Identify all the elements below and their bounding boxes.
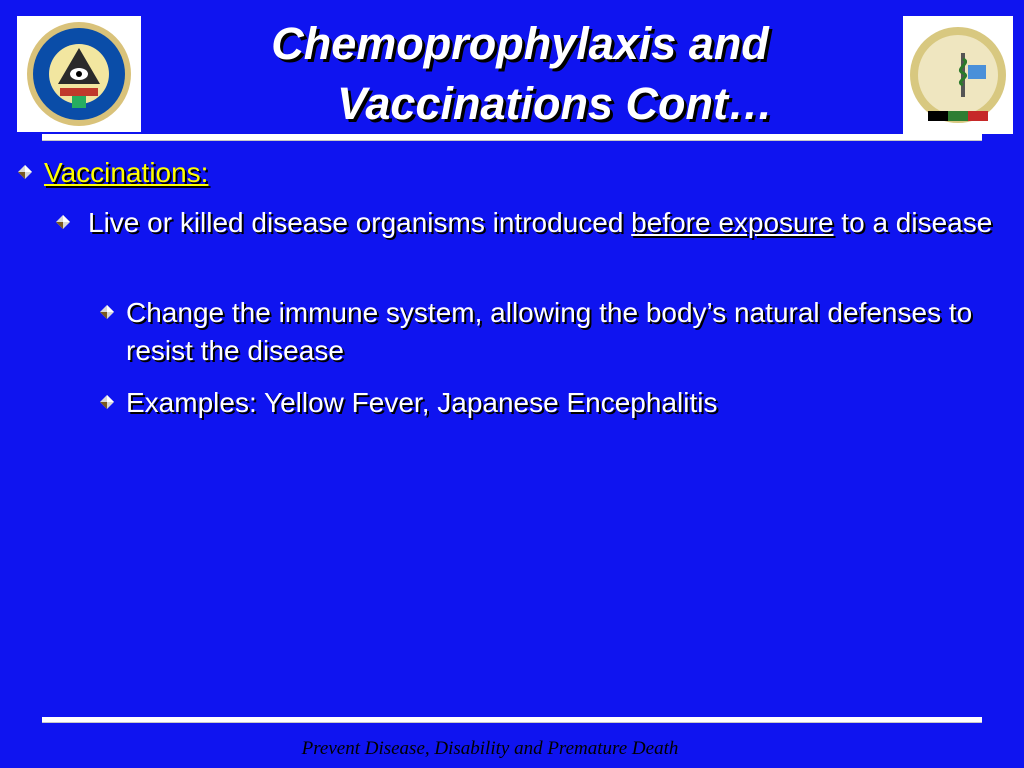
- slide-title-line2: Vaccinations Cont…: [337, 78, 773, 129]
- bullet-immune-system-label: Change the immune system, allowing the body’s natural defenses to resist the disease: [126, 297, 973, 366]
- medical-school-seal-logo: [903, 16, 1013, 134]
- diamond-bullet-icon: [100, 395, 114, 409]
- bullet-vaccinations: [18, 154, 208, 192]
- bullet-vaccinations-label: Vaccinations:: [44, 157, 209, 188]
- bullet-immune-system: [100, 294, 1000, 370]
- bullet-live-or-killed-text: [56, 204, 1006, 242]
- ministry-emblem-logo: [17, 16, 141, 132]
- diamond-bullet-icon: [100, 305, 114, 319]
- footer-tagline: Prevent Disease, Disability and Premature Death: [301, 738, 679, 759]
- slide-title: [150, 14, 890, 134]
- bullet-live-or-killed-emphasis: before exposure: [631, 207, 834, 238]
- bullet-live-or-killed-after: to a disease: [833, 207, 993, 238]
- bullet-examples-label: Examples: Yellow Fever, Japanese Encephalitis: [126, 387, 718, 418]
- diamond-bullet-icon: [56, 215, 70, 229]
- slide-title-line1: Chemoprophylaxis and: [271, 18, 769, 69]
- bullet-live-or-killed-before: Live or killed disease organisms introduced: [88, 207, 632, 238]
- title-divider: [42, 134, 982, 141]
- bullet-examples: [100, 384, 1000, 422]
- diamond-bullet-icon: [18, 165, 32, 179]
- bullet-live-or-killed: [56, 204, 1006, 242]
- footer-divider: [42, 717, 982, 723]
